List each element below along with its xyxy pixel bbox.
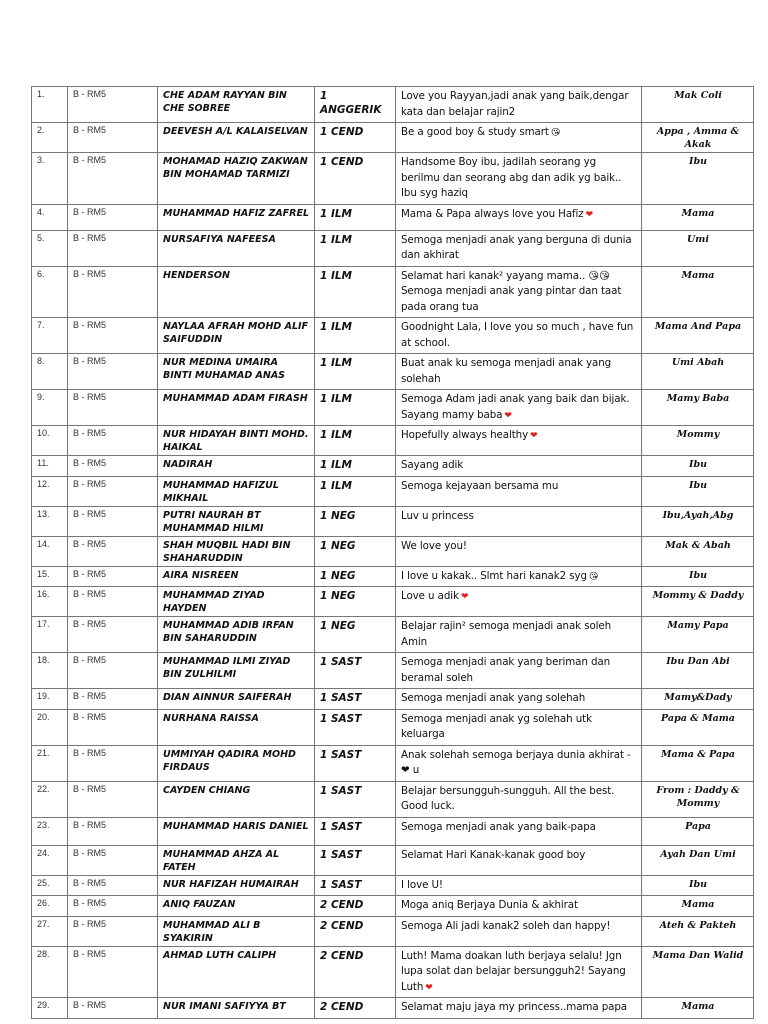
class-name: 1 ILM [315,456,396,477]
sender-name: Appa , Amma & Akak [642,123,754,153]
message-emoji-icon: ❤ [504,410,512,421]
row-number: 2. [32,123,68,153]
class-name: 1 ILM [315,390,396,426]
student-name: CAYDEN CHIANG [158,781,315,817]
sender-name: Papa [642,817,754,845]
class-name: 1 NEG [315,536,396,566]
sender-name: Ibu Dan Abi [642,653,754,689]
row-number: 12. [32,476,68,506]
sender-name: Mommy [642,426,754,456]
row-number: 17. [32,617,68,653]
student-name: AIRA NISREEN [158,566,315,587]
table-row [32,875,754,896]
student-name: AHMAD LUTH CALIPH [158,946,315,998]
sender-name: Ibu [642,476,754,506]
message-text: Buat anak ku semoga menjadi anak yang solehah [401,357,612,385]
row-number: 7. [32,318,68,354]
message-text: Hopefully always healthy [401,429,529,441]
row-number: 10. [32,426,68,456]
message-text: Moga aniq Berjaya Dunia & akhirat [401,899,578,911]
message-text: I love u kakak.. Slmt hari kanak2 syg [401,569,587,582]
message-cell [396,390,642,426]
row-number: 22. [32,781,68,817]
message-cell [396,896,642,917]
student-name: NUR HAFIZAH HUMAIRAH [158,875,315,896]
student-name: CHE ADAM RAYYAN BIN CHE SOBREE [158,87,315,123]
table-row [32,653,754,689]
row-category: B - RM5 [68,566,158,587]
message-text: Love you Rayyan,jadi anak yang baik,dengar kata dan belajar rajin2 [401,90,629,118]
class-name: 1 SAST [315,653,396,689]
student-name: NUR HIDAYAH BINTI MOHD. HAIKAL [158,426,315,456]
row-number: 15. [32,566,68,587]
row-category: B - RM5 [68,617,158,653]
sender-name: Mamy Papa [642,617,754,653]
row-category: B - RM5 [68,354,158,390]
message-text: Sayang adik [401,459,464,471]
message-text: Anak solehah semoga berjaya dunia akhirat - ❤ u [401,748,631,776]
row-number: 20. [32,709,68,745]
message-text: Mama & Papa always love you Hafiz [401,207,584,220]
row-category: B - RM5 [68,587,158,617]
student-name: DEEVESH A/L KALAISELVAN [158,123,315,153]
table-row [32,998,754,1019]
row-number: 27. [32,916,68,946]
message-emoji-icon: ❤ [585,209,594,220]
row-category: B - RM5 [68,817,158,845]
message-text: Luv u princess [401,509,474,522]
sender-name: Ayah Dan Umi [642,845,754,875]
message-cell [396,781,642,817]
row-number: 23. [32,817,68,845]
row-number: 16. [32,587,68,617]
sender-name: Mamy&Dady [642,689,754,710]
row-category: B - RM5 [68,875,158,896]
table-row [32,123,754,153]
message-cell [396,87,642,123]
row-category: B - RM5 [68,153,158,205]
table-row [32,153,754,205]
student-name: MUHAMMAD AHZA AL FATEH [158,845,315,875]
sender-name: Mommy & Daddy [642,587,754,617]
student-name: SHAH MUQBIL HADI BIN SHAHARUDDIN [158,536,315,566]
message-cell [396,230,642,266]
table-row [32,318,754,354]
class-name: 1 ILM [315,426,396,456]
student-name: MUHAMMAD HAFIZ ZAFREL [158,204,315,230]
class-name: 1 NEG [315,617,396,653]
message-cell [396,587,642,617]
row-category: B - RM5 [68,230,158,266]
class-name: 2 CEND [315,998,396,1019]
class-name: 1 CEND [315,123,396,153]
student-name: MUHAMMAD ILMI ZIYAD BIN ZULHILMI [158,653,315,689]
class-name: 1 SAST [315,689,396,710]
table-row [32,916,754,946]
message-cell [396,426,642,456]
table-row [32,745,754,781]
row-category: B - RM5 [68,456,158,477]
message-text: Luth! Mama doakan luth berjaya selalu! Jgn lupa solat dan belajar bersungguh2! Sayang Luth [401,949,626,993]
sender-name: Mamy Baba [642,390,754,426]
student-name: NURHANA RAISSA [158,709,315,745]
message-cell [396,998,642,1019]
row-category: B - RM5 [68,689,158,710]
row-number: 19. [32,689,68,710]
sender-name: Mama And Papa [642,318,754,354]
message-text: Semoga Adam jadi anak yang baik dan bijak. Sayang mamy baba [401,393,630,421]
message-text: Semoga menjadi anak yang berguna di dunia dan akhirat [401,233,632,261]
row-number: 21. [32,745,68,781]
table-row [32,476,754,506]
class-name: 1 ILM [315,354,396,390]
message-cell [396,653,642,689]
row-number: 9. [32,390,68,426]
class-name: 1 ILM [315,266,396,318]
table-row [32,817,754,845]
message-cell [396,266,642,318]
row-category: B - RM5 [68,266,158,318]
message-cell [396,318,642,354]
sender-name: Mak Coli [642,87,754,123]
message-text: Semoga Ali jadi kanak2 soleh dan happy! [401,919,611,932]
row-category: B - RM5 [68,946,158,998]
table-row [32,536,754,566]
message-cell [396,123,642,153]
student-name: MUHAMMAD HARIS DANIEL [158,817,315,845]
class-name: 2 CEND [315,916,396,946]
student-name: NURSAFIYA NAFEESA [158,230,315,266]
row-number: 24. [32,845,68,875]
sender-name: Ateh & Pakteh [642,916,754,946]
message-emoji-icon: ❤ [530,431,538,441]
sender-name: Ibu [642,875,754,896]
student-name: DIAN AINNUR SAIFERAH [158,689,315,710]
row-number: 28. [32,946,68,998]
sender-name: From : Daddy & Mommy [642,781,754,817]
sender-name: Mama [642,204,754,230]
row-number: 3. [32,153,68,205]
row-category: B - RM5 [68,87,158,123]
row-number: 29. [32,998,68,1019]
row-category: B - RM5 [68,916,158,946]
message-text: Semoga menjadi anak yang beriman dan beramal soleh [401,656,611,684]
message-text: Selamat maju jaya my princess..mama papa [401,1001,628,1013]
class-name: 1 ILM [315,204,396,230]
row-category: B - RM5 [68,318,158,354]
message-text: Semoga menjadi anak yang baik-papa [401,820,596,833]
row-category: B - RM5 [68,709,158,745]
row-category: B - RM5 [68,506,158,536]
message-emoji-icon: 😘 [550,128,561,138]
row-number: 4. [32,204,68,230]
table-row [32,426,754,456]
student-name: NAYLAA AFRAH MOHD ALIF SAIFUDDIN [158,318,315,354]
sender-name: Mama [642,896,754,917]
class-name: 1 ILM [315,476,396,506]
table-row [32,230,754,266]
row-number: 6. [32,266,68,318]
sender-name: Ibu [642,456,754,477]
table-row [32,587,754,617]
class-name: 2 CEND [315,946,396,998]
sender-name: Mama & Papa [642,745,754,781]
sender-name: Mak & Abah [642,536,754,566]
message-text: I love U! [401,878,443,891]
message-cell [396,617,642,653]
message-text: Semoga menjadi anak yg solehah utk keluarga [401,712,592,740]
student-name: NUR MEDINA UMAIRA BINTI MUHAMAD ANAS [158,354,315,390]
class-name: 1 SAST [315,745,396,781]
row-number: 5. [32,230,68,266]
row-number: 13. [32,506,68,536]
table-row [32,946,754,998]
row-number: 18. [32,653,68,689]
message-cell [396,476,642,506]
message-text: Belajar rajin² semoga menjadi anak soleh Amin [401,620,612,648]
message-cell [396,875,642,896]
student-name: PUTRI NAURAH BT MUHAMMAD HILMI [158,506,315,536]
message-cell [396,946,642,998]
student-name: UMMIYAH QADIRA MOHD FIRDAUS [158,745,315,781]
student-name: ANIQ FAUZAN [158,896,315,917]
message-cell [396,536,642,566]
sender-name: Ibu,Ayah,Abg [642,506,754,536]
message-cell [396,845,642,875]
table-row [32,781,754,817]
sender-name: Papa & Mama [642,709,754,745]
class-name: 1 ILM [315,318,396,354]
class-name: 1 SAST [315,781,396,817]
message-cell [396,916,642,946]
sender-name: Umi [642,230,754,266]
class-name: 1 ILM [315,230,396,266]
row-category: B - RM5 [68,536,158,566]
class-name: 1 NEG [315,566,396,587]
message-cell [396,204,642,230]
message-emoji-icon: ❤ [460,592,469,602]
table-row [32,354,754,390]
table-row [32,845,754,875]
table-row [32,390,754,426]
class-name: 1 SAST [315,845,396,875]
table-row [32,266,754,318]
table-row [32,689,754,710]
row-category: B - RM5 [68,123,158,153]
table-row [32,204,754,230]
message-cell [396,709,642,745]
message-text: Handsome Boy ibu, jadilah seorang yg berilmu dan seorang abg dan adik yg baik.. Ibu syg haziq [401,156,622,199]
row-category: B - RM5 [68,745,158,781]
table-row [32,506,754,536]
sender-name: Mama [642,266,754,318]
message-text: Selamat hari kanak² yayang mama.. 😘😘 Semoga menjadi anak yang pintar dan taat pada orang tua [401,269,622,313]
sender-name: Mama Dan Walid [642,946,754,998]
table-row [32,87,754,123]
table-row [32,566,754,587]
class-name: 1 ANGGERIK [315,87,396,123]
table-row [32,709,754,745]
sender-name: Ibu [642,153,754,205]
class-name: 1 NEG [315,506,396,536]
message-emoji-icon: ❤ [425,982,433,993]
message-text: We love you! [401,539,467,552]
class-name: 2 CEND [315,896,396,917]
student-name: MUHAMMAD ALI B SYAKIRIN [158,916,315,946]
student-name: MUHAMMAD ZIYAD HAYDEN [158,587,315,617]
sender-name: Umi Abah [642,354,754,390]
message-text: Semoga kejayaan bersama mu [401,479,559,492]
row-number: 8. [32,354,68,390]
message-cell [396,817,642,845]
student-name: MUHAMMAD ADIB IRFAN BIN SAHARUDDIN [158,617,315,653]
table-row [32,456,754,477]
message-text: Semoga menjadi anak yang solehah [401,692,586,704]
row-category: B - RM5 [68,390,158,426]
student-name: MUHAMMAD HAFIZUL MIKHAIL [158,476,315,506]
row-category: B - RM5 [68,845,158,875]
row-category: B - RM5 [68,476,158,506]
message-emoji-icon: 😘 [588,571,599,582]
message-cell [396,153,642,205]
row-number: 26. [32,896,68,917]
table-row [32,896,754,917]
message-cell [396,689,642,710]
class-name: 1 SAST [315,709,396,745]
message-text: Be a good boy & study smart [401,126,549,138]
message-text: Selamat Hari Kanak-kanak good boy [401,848,586,861]
row-category: B - RM5 [68,204,158,230]
class-name: 1 SAST [315,817,396,845]
row-category: B - RM5 [68,781,158,817]
student-name: MUHAMMAD ADAM FIRASH [158,390,315,426]
message-text: Love u adik [401,590,459,602]
message-cell [396,745,642,781]
student-name: MOHAMAD HAZIQ ZAKWAN BIN MOHAMAD TARMIZI [158,153,315,205]
sender-name: Mama [642,998,754,1019]
row-number: 25. [32,875,68,896]
children-day-message-table [31,86,754,1019]
row-category: B - RM5 [68,653,158,689]
student-name: NADIRAH [158,456,315,477]
row-category: B - RM5 [68,426,158,456]
row-category: B - RM5 [68,998,158,1019]
row-category: B - RM5 [68,896,158,917]
student-name: NUR IMANI SAFIYYA BT [158,998,315,1019]
message-text: Belajar bersungguh-sungguh. All the best. Good luck. [401,784,615,812]
message-cell [396,506,642,536]
table-row [32,617,754,653]
row-number: 11. [32,456,68,477]
row-number: 1. [32,87,68,123]
message-cell [396,456,642,477]
message-cell [396,566,642,587]
message-text: Goodnight Lala, I love you so much , have fun at school. [401,321,634,349]
class-name: 1 NEG [315,587,396,617]
message-cell [396,354,642,390]
row-number: 14. [32,536,68,566]
sender-name: Ibu [642,566,754,587]
student-name: HENDERSON [158,266,315,318]
class-name: 1 CEND [315,153,396,205]
class-name: 1 SAST [315,875,396,896]
